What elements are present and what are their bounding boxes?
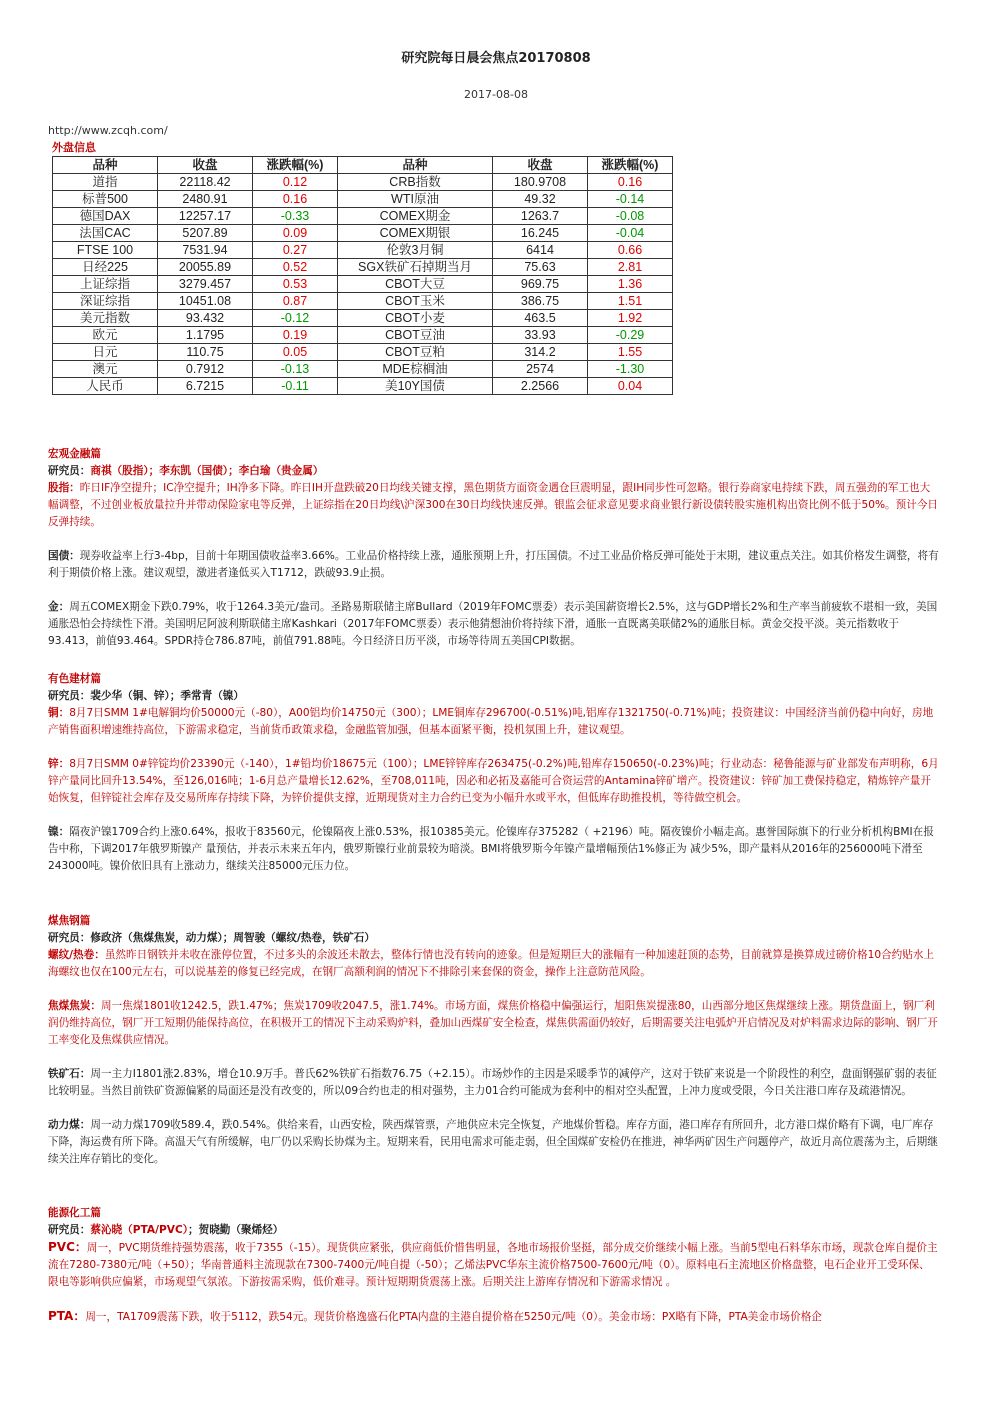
cell-name: 标普500 (53, 191, 158, 208)
cell-close: 10451.08 (158, 293, 253, 310)
researchers-names: ；贺晓勤（聚烯烃） (188, 1224, 284, 1236)
cell-change: 1.92 (588, 310, 673, 327)
market-row (53, 310, 673, 327)
paragraph-lead: 锌： (48, 758, 70, 770)
cell-change: 0.19 (253, 327, 338, 344)
market-header-row (53, 157, 673, 174)
cell-close: 93.432 (158, 310, 253, 327)
paragraph-lead: 国债： (48, 550, 80, 562)
market-row (53, 259, 673, 276)
market-row (53, 225, 673, 242)
col-header-close: 收盘 (493, 157, 588, 174)
section-heading: 煤焦钢篇 (48, 915, 91, 927)
market-row (53, 174, 673, 191)
energy-section (48, 1205, 940, 1326)
cell-change: -0.04 (588, 225, 673, 242)
market-row (53, 361, 673, 378)
cell-name: 日元 (53, 344, 158, 361)
researchers-line (48, 688, 940, 705)
col-header-close: 收盘 (158, 157, 253, 174)
section-heading: 能源化工篇 (48, 1207, 101, 1219)
cell-close: 16.245 (493, 225, 588, 242)
cell-name: CBOT豆粕 (338, 344, 493, 361)
section-heading: 有色建材篇 (48, 673, 101, 685)
paragraph-pta (48, 1308, 940, 1326)
website-link[interactable]: http://www.zcqh.com/ (48, 124, 168, 137)
market-row (53, 208, 673, 225)
researchers-line (48, 1222, 940, 1239)
cell-close: 7531.94 (158, 242, 253, 259)
cell-change: 0.27 (253, 242, 338, 259)
cell-change: 0.09 (253, 225, 338, 242)
col-header-change: 涨跌幅(%) (588, 157, 673, 174)
paragraph-coking-coal (48, 998, 940, 1049)
cell-close: 6.7215 (158, 378, 253, 395)
market-row (53, 191, 673, 208)
market-row (53, 242, 673, 259)
researchers-names: 修政济（焦煤焦炭，动力煤）；周智骏（螺纹/热卷，铁矿石） (90, 932, 375, 944)
paragraph-lead: 金： (48, 601, 70, 613)
researchers-line (48, 930, 940, 947)
paragraph-lead: 铜： (48, 707, 70, 719)
paragraph-text: 周一，PVC期货维持强势震荡，收于7355（-15）。现货供应紧张，供应商低价惜售明显，各地市场报价坚挺，部分成交价继续小幅上涨。当前5型电石料华东市场，现款仓库自提价主流在7280-7380元/吨（+50）；华南普通料主流现款在7300-7400元/吨自提（-50）；乙烯法PVC华东主流价格7500-7600元/吨（0）。原料电石主流地区价格盘整，电石企业开工受环保、限电等影响供应偏紧，市场观望气氛浓。下游按需采购，低价难寻。预计短期期货震荡上涨。后期关注上游库存情况和下游需求情况 。 (48, 1242, 938, 1288)
cell-close: 22118.42 (158, 174, 253, 191)
cell-name: 人民币 (53, 378, 158, 395)
cell-name: CBOT豆油 (338, 327, 493, 344)
paragraph-gold (48, 599, 940, 650)
cell-change: 1.51 (588, 293, 673, 310)
cell-change: -0.29 (588, 327, 673, 344)
cell-name: 道指 (53, 174, 158, 191)
paragraph-lead: 股指： (48, 482, 80, 494)
paragraph-text: 隔夜沪镍1709合约上涨0.64%，报收于83560元，伦镍隔夜上涨0.53%，报10385美元。伦镍库存375282（ +2196）吨。隔夜镍价小幅走高。惠誉国际旗下的行业分析机构BMI在报告中称，下调2017年俄罗斯镍产 量预估，并表示未来五年内，俄罗斯镍行业前景较为暗淡。BMI将俄罗斯今年镍产量增幅预估1%修正为 减少5%，即产量料从2016年的256000吨下滑至243000吨。镍价依旧具有上涨动力，继续关注85000元压力位。 (48, 826, 934, 872)
cell-close: 6414 (493, 242, 588, 259)
paragraph-lead: 镍： (48, 826, 70, 838)
cell-name: CBOT大豆 (338, 276, 493, 293)
report-title: 研究院每日晨会焦点20170808 (401, 51, 591, 66)
col-header-change: 涨跌幅(%) (253, 157, 338, 174)
cell-close: 33.93 (493, 327, 588, 344)
cell-name: SGX铁矿石掉期当月 (338, 259, 493, 276)
cell-change: 1.36 (588, 276, 673, 293)
cell-close: 1263.7 (493, 208, 588, 225)
cell-close: 75.63 (493, 259, 588, 276)
cell-change: -0.33 (253, 208, 338, 225)
cell-close: 20055.89 (158, 259, 253, 276)
market-section-label: 外盘信息 (52, 141, 96, 154)
paragraph-lead: 铁矿石： (48, 1068, 91, 1080)
cell-name: CBOT玉米 (338, 293, 493, 310)
cell-name: 法国CAC (53, 225, 158, 242)
cell-close: 110.75 (158, 344, 253, 361)
market-row (53, 327, 673, 344)
cell-close: 180.9708 (493, 174, 588, 191)
market-row (53, 276, 673, 293)
cell-name: 美10Y国债 (338, 378, 493, 395)
cell-close: 2480.91 (158, 191, 253, 208)
cell-close: 5207.89 (158, 225, 253, 242)
cell-close: 0.7912 (158, 361, 253, 378)
cell-change: -0.08 (588, 208, 673, 225)
paragraph-lead: PTA： (48, 1309, 86, 1323)
cell-close: 3279.457 (158, 276, 253, 293)
paragraph-copper (48, 705, 940, 739)
cell-change: 0.04 (588, 378, 673, 395)
researchers-names: 裴少华（铜、锌）；季常青（镍） (90, 690, 244, 702)
paragraph-lead: 动力煤： (48, 1119, 91, 1131)
cell-name: WTI原油 (338, 191, 493, 208)
cell-name: CBOT小麦 (338, 310, 493, 327)
paragraph-text: 8月7日SMM 1#电解铜均价50000元（-80），A00铝均价14750元（300）；LME铜库存296700(-0.51%)吨,铝库存1321750(-0.71%)吨；投资建议：中国经济当前仍稳中向好，房地产销售面积增速维持高位，下游需求稳定，当前货币政策求稳，金融监管加强，但基本面紧平衡，投机氛围上升，建议观望。 (48, 707, 934, 736)
cell-name: 澳元 (53, 361, 158, 378)
cell-name: COMEX期银 (338, 225, 493, 242)
col-header-name: 品种 (338, 157, 493, 174)
paragraph-text: 周五COMEX期金下跌0.79%，收于1264.3美元/盎司。圣路易斯联储主席Bullard（2019年FOMC票委）表示美国薪资增长2.5%，这与GDP增长2%和生产率当前疲软不堪相一致，美国通胀恐怕会持续性下滑。美国明尼阿波利斯联储主席Kashkari（2017年FOMC票委）表示他猜想油价将持续下滑，通胀一直既离美联储2%的通胀目标。黄金交投平淡。美元指数收于93.413，前值93.464。SPDR持仓786.87吨，前值791.88吨。今日经济日历平淡，市场等待周五美国CPI数据。 (48, 601, 938, 647)
market-row (53, 344, 673, 361)
cell-name: 欧元 (53, 327, 158, 344)
col-header-name: 品种 (53, 157, 158, 174)
researchers-line (48, 463, 940, 480)
paragraph-rebar (48, 947, 940, 981)
cell-change: 0.66 (588, 242, 673, 259)
market-row (53, 293, 673, 310)
macro-section (48, 446, 940, 650)
cell-name: 上证综指 (53, 276, 158, 293)
paragraph-stock-index (48, 480, 940, 531)
paragraph-text: 虽然昨日钢铁并未收在涨停位置，不过多头的余波还未散去，整体行情也没有转向的迹象。但是短期巨大的涨幅有一种加速赶顶的态势，目前就算是换算成过磅价格10合约贴水上海螺纹也仅在100元左右，可以说基差的修复已经完成，在钢厂高额利润的情况下不排除引来套保的资金，操作上注意防范风险。 (48, 949, 935, 978)
cell-name: MDE棕榈油 (338, 361, 493, 378)
cell-name: 德国DAX (53, 208, 158, 225)
cell-name: COMEX期金 (338, 208, 493, 225)
market-table (52, 156, 673, 395)
paragraph-text: 周一动力煤1709收589.4，跌0.54%。供给来看，山西安检，陕西煤管票，产地供应未完全恢复，产地煤价暂稳。库存方面，港口库存有所回升，北方港口煤价略有下调，电厂库存下降，海运费有所下降。高温天气有所缓解，电厂仍以采购长协煤为主。短期来看，民用电需求可能走弱，但全国煤矿安检仍在推进，神华两矿因生产问题停产，故近月高位震荡为主，后期继续关注库存销比的变化。 (48, 1119, 938, 1165)
cell-change: 0.52 (253, 259, 338, 276)
cell-change: -0.14 (588, 191, 673, 208)
cell-change: -0.12 (253, 310, 338, 327)
cell-change: 0.53 (253, 276, 338, 293)
researchers-prefix: 研究员： (48, 465, 91, 477)
paragraph-pvc (48, 1239, 940, 1291)
paragraph-text: 昨日IF净空提升；IC净空提升；IH净多下降。昨日IH开盘跌破20日均线关键支撑，黑色期货方面资金遇仓巨震明显，跟IH同步性可忽略。银行券商家电持续下跌，周五强劲的军工也大幅调整，不过创业板放量拉升并带动保险家电等反弹，上证综指在20日均线\沪深300在30日均线快速反弹。银监会征求意见要求商业银行新设债转股实施机构出资比例不低于50%。预计今日反弹持续。 (48, 482, 939, 528)
cell-change: -0.11 (253, 378, 338, 395)
cell-close: 386.75 (493, 293, 588, 310)
cell-close: 12257.17 (158, 208, 253, 225)
paragraph-text: 周一，TA1709震荡下跌，收于5112，跌54元。现货价格逸盛石化PTA内盘的主港自提价格在5250元/吨（0）。美金市场：PX略有下降，PTA美金市场价格企 (85, 1311, 822, 1323)
cell-close: 49.32 (493, 191, 588, 208)
paragraph-lead: PVC： (48, 1240, 87, 1254)
paragraph-thermal-coal (48, 1117, 940, 1168)
researchers-prefix: 研究员： (48, 932, 91, 944)
cell-close: 2574 (493, 361, 588, 378)
cell-change: 1.55 (588, 344, 673, 361)
cell-name: FTSE 100 (53, 242, 158, 259)
paragraph-text: 现券收益率上行3-4bp，目前十年期国债收益率3.66%。工业品价格持续上涨，通胀预期上升，打压国债。不过工业品价格反弹可能处于末期，建议重点关注。如其价格发生调整，将有利于期债价格上涨。建议观望，激进者逢低买入T1712，跌破93.9止损。 (48, 550, 939, 579)
coal-steel-section (48, 913, 940, 1168)
cell-name: 伦敦3月铜 (338, 242, 493, 259)
cell-name: 深证综指 (53, 293, 158, 310)
paragraph-text: 周一主力I1801涨2.83%，增仓10.9万手。普氏62%铁矿石指数76.75（+2.15）。市场炒作的主因是采暖季节的减停产，这对于铁矿来说是一个阶段性的利空，盘面钢强矿弱的表征比较明显。当然目前铁矿资源偏紧的局面还是没有改变的，所以09合约也走的相对强势，主力01合约可能成为套利中的相对空头配置，上冲力度或受限，今日关注港口库存及疏港情况。 (48, 1068, 937, 1097)
metals-section (48, 671, 940, 875)
report-date: 2017-08-08 (464, 88, 528, 101)
researchers-names: 蔡沁晓（PTA/PVC） (90, 1224, 189, 1236)
cell-change: 2.81 (588, 259, 673, 276)
cell-name: 美元指数 (53, 310, 158, 327)
cell-change: 0.87 (253, 293, 338, 310)
paragraph-nickel (48, 824, 940, 875)
market-row (53, 378, 673, 395)
paragraph-text: 8月7日SMM 0#锌锭均价23390元（-140），1#铅均价18675元（100）；LME锌锌库存263475(-0.2%)吨,铅库存150650(-0.23%)吨；行业动态：秘鲁能源与矿业部发布声明称，6月锌产量同比回升13.54%，至126,016吨；1-6月总产量增长12.62%，至708,011吨，因必和必拓及嘉能可合资运营的Antamina锌矿增产。投资建议：锌矿加工费保持稳定，精炼锌产量开始恢复，但锌锭社会库存及交易所库存持续下降，为锌价提供支撑，近期现货对主力合约已变为小幅升水或平水，但低库存助推投机，等待做空机会。 (48, 758, 939, 804)
cell-change: 0.16 (588, 174, 673, 191)
cell-name: 日经225 (53, 259, 158, 276)
cell-change: -1.30 (588, 361, 673, 378)
cell-change: 0.05 (253, 344, 338, 361)
cell-close: 2.2566 (493, 378, 588, 395)
cell-change: 0.16 (253, 191, 338, 208)
researchers-prefix: 研究员： (48, 690, 91, 702)
cell-close: 969.75 (493, 276, 588, 293)
cell-close: 1.1795 (158, 327, 253, 344)
cell-close: 463.5 (493, 310, 588, 327)
cell-change: 0.12 (253, 174, 338, 191)
section-heading: 宏观金融篇 (48, 448, 101, 460)
paragraph-lead: 焦煤焦炭： (48, 1000, 101, 1012)
paragraph-text: 周一焦煤1801收1242.5，跌1.47%；焦炭1709收2047.5，涨1.74%。市场方面，煤焦价格稳中偏强运行，旭阳焦炭提涨80，山西部分地区焦煤继续上涨。期货盘面上，钢厂利润仍维持高位，钢厂开工短期仍能保持高位，在积极开工的情况下主动采购炉料，叠加山西煤矿安全检查，煤焦供需面仍较好，后期需要关注电弧炉开启情况及对炉料需求边际的影响、钢厂开工率变化及焦煤供应情况。 (48, 1000, 938, 1046)
researchers-names: 商祺（股指）；李东凯（国债）；李白瑜（贵金属） (90, 465, 324, 477)
researchers-prefix: 研究员： (48, 1224, 91, 1236)
paragraph-bonds (48, 548, 940, 582)
cell-close: 314.2 (493, 344, 588, 361)
cell-change: -0.13 (253, 361, 338, 378)
paragraph-iron-ore (48, 1066, 940, 1100)
paragraph-lead: 螺纹/热卷： (48, 949, 105, 961)
paragraph-zinc (48, 756, 940, 807)
cell-name: CRB指数 (338, 174, 493, 191)
